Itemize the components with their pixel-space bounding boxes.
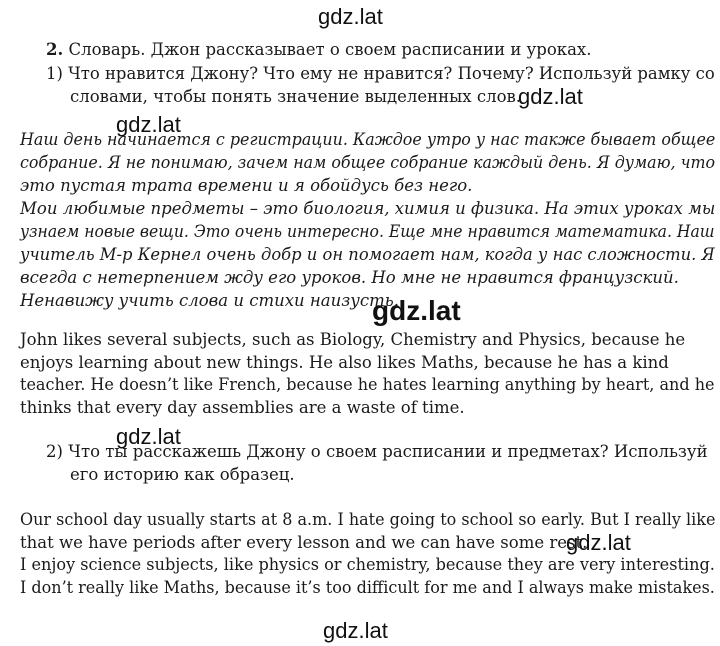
answer-2-line: that we have periods after every lesson and we can have some rest. bbox=[20, 533, 588, 552]
question-2-line-1 bbox=[46, 444, 708, 461]
watermark-answer2: gdz.lat bbox=[566, 530, 631, 555]
watermark-bottom: gdz.lat bbox=[323, 618, 388, 643]
question-1-number: 1) bbox=[46, 64, 63, 83]
story-line: Мои любимые предметы – это биология, химия и физика. На этих уроках мы bbox=[20, 199, 716, 218]
watermark-q2: gdz.lat bbox=[116, 424, 181, 449]
story-line: Ненавижу учить слова и стихи наизусть. bbox=[20, 291, 399, 310]
question-1-text: Что нравится Джону? Что ему не нравится? Почему? Используй рамку со bbox=[68, 64, 715, 83]
task-heading bbox=[46, 42, 591, 59]
question-2-line-2: его историю как образец. bbox=[70, 465, 295, 484]
story-line: это пустая трата времени и я обойдусь без него. bbox=[20, 176, 473, 195]
question-2-number: 2) bbox=[46, 442, 63, 461]
watermark-story-top: gdz.lat bbox=[116, 112, 181, 137]
story-line: Наш день начинается с регистрации. Каждое утро у нас также бывает общее bbox=[20, 130, 716, 149]
task-title: Словарь. Джон рассказывает о своем расписании и уроках. bbox=[68, 40, 592, 59]
answer-1-line: teacher. He doesn’t like French, because he hates learning anything by heart, and he bbox=[20, 375, 715, 394]
story-line: узнаем новые вещи. Это очень интересно. Еще мне нравится математика. Наш bbox=[20, 222, 715, 241]
answer-2-line: I enjoy science subjects, like physics or chemistry, because they are very interesting. bbox=[20, 555, 715, 574]
task-number: 2. bbox=[46, 40, 64, 59]
story-line: собрание. Я не понимаю, зачем нам общее собрание каждый день. Я думаю, что bbox=[20, 153, 716, 172]
story-line: учитель М-р Кернел очень добр и он помогает нам, когда у нас сложности. Я bbox=[20, 245, 715, 264]
question-2-text: Что ты расскажешь Джону о своем расписании и предметах? Используй bbox=[68, 442, 708, 461]
story-line: всегда с нетерпением жду его уроков. Но мне не нравится французский. bbox=[20, 268, 679, 287]
answer-1-line: John likes several subjects, such as Biology, Chemistry and Physics, because he bbox=[20, 330, 686, 349]
watermark-after-intro: gdz.lat bbox=[518, 84, 583, 109]
answer-1-line: enjoys learning about new things. He also likes Maths, because he has a kind bbox=[20, 353, 669, 372]
answer-2-line: Our school day usually starts at 8 a.m. I hate going to school so early. But I really like bbox=[20, 510, 716, 529]
question-1-line-1 bbox=[46, 66, 715, 83]
answer-1-line: thinks that every day assemblies are a waste of time. bbox=[20, 398, 465, 417]
watermark-story-end: gdz.lat bbox=[372, 295, 461, 326]
answer-2-line: I don’t really like Maths, because it’s too difficult for me and I always make mistakes. bbox=[20, 578, 715, 597]
watermark-top: gdz.lat bbox=[318, 4, 383, 29]
question-1-line-2: словами, чтобы понять значение выделенных слов. bbox=[70, 87, 522, 106]
